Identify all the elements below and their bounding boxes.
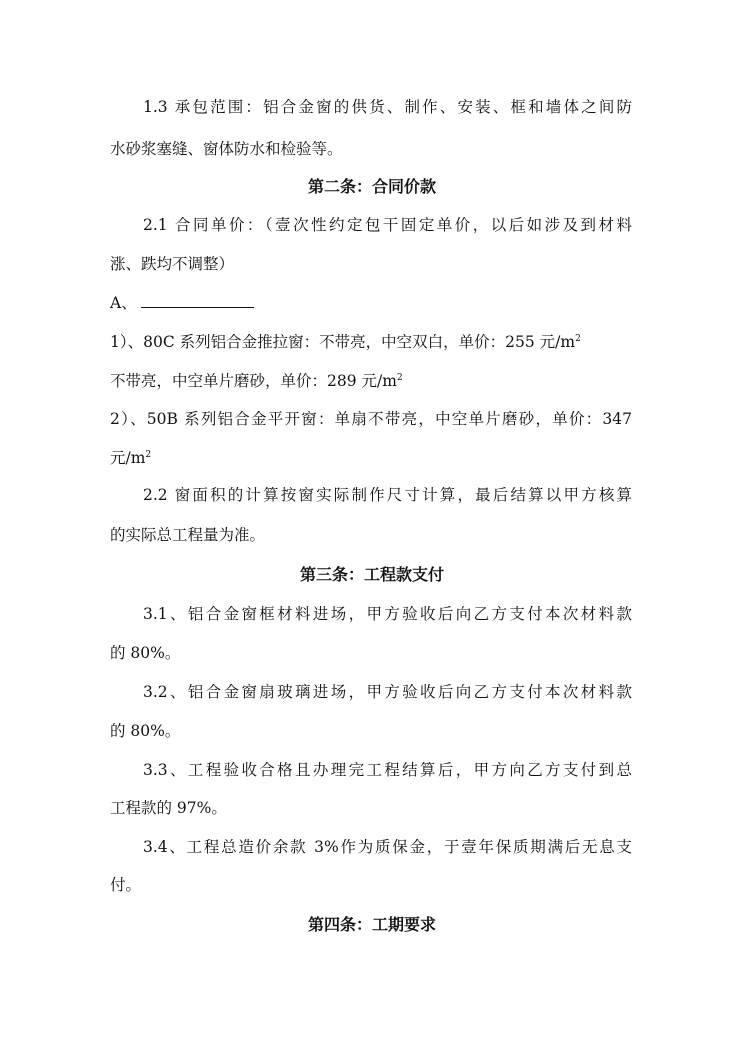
superscript: 2 [575, 333, 581, 344]
clause-3-1-line2: 的 80%。 [110, 644, 181, 662]
item-1-line1 [110, 331, 632, 353]
item-1-line2 [110, 370, 632, 392]
item-1-line1-text: 1）、80C 系列铝合金推拉窗：不带亮，中空双白，单价：255 元/m [110, 333, 576, 351]
clause-1-3-line1: 1.3 承包范围：铝合金窗的供货、制作、安装、框和墙体之间防 [143, 98, 632, 116]
item-2-line2-text: 元/m [110, 449, 146, 467]
clause-3-2-line2: 的 80%。 [110, 722, 181, 740]
clause-1-3-line2: 水砂浆塞缝、窗体防水和检验等。 [110, 140, 343, 158]
item-2-line1: 2）、50B 系列铝合金平开窗：单扇不带亮，中空单片磨砂，单价：347 [110, 410, 632, 428]
item-a-label: A、 [110, 294, 137, 312]
clause-2-1-line1: 2.1 合同单价：（壹次性约定包干固定单价，以后如涉及到材料 [143, 216, 632, 234]
item-1-line2-text: 不带亮，中空单片磨砂，单价：289 元/m [110, 372, 397, 390]
superscript: 2 [145, 449, 152, 460]
clause-3-3-line2: 工程款的 97%。 [110, 799, 227, 817]
clause-3-2-line1: 3.2、铝合金窗扇玻璃进场，甲方验收后向乙方支付本次材料款 [143, 683, 632, 701]
item-a [110, 292, 632, 314]
article-3-heading: 第三条：工程款支付 [299, 565, 444, 584]
clause-3-3-line1: 3.3、工程验收合格且办理完工程结算后，甲方向乙方支付到总 [143, 761, 632, 779]
clause-2-2-line2: 的实际总工程量为准。 [110, 526, 266, 544]
superscript: 2 [396, 372, 403, 383]
clause-2-1-line2: 涨、跌均不调整） [110, 255, 235, 273]
item-2-line2 [110, 447, 632, 469]
clause-3-1-line1: 3.1、铝合金窗框材料进场，甲方验收后向乙方支付本次材料款 [143, 605, 632, 623]
clause-2-2-line1: 2.2 窗面积的计算按窗实际制作尺寸计算，最后结算以甲方核算 [143, 486, 632, 504]
clause-3-4-line1: 3.4、工程总造价余款 3%作为质保金，于壹年保质期满后无息支 [143, 838, 632, 856]
article-2-heading: 第二条：合同价款 [307, 177, 436, 196]
clause-3-4-line2: 付。 [110, 876, 142, 894]
blank-underline [141, 293, 254, 308]
article-4-heading: 第四条：工期要求 [307, 915, 436, 934]
